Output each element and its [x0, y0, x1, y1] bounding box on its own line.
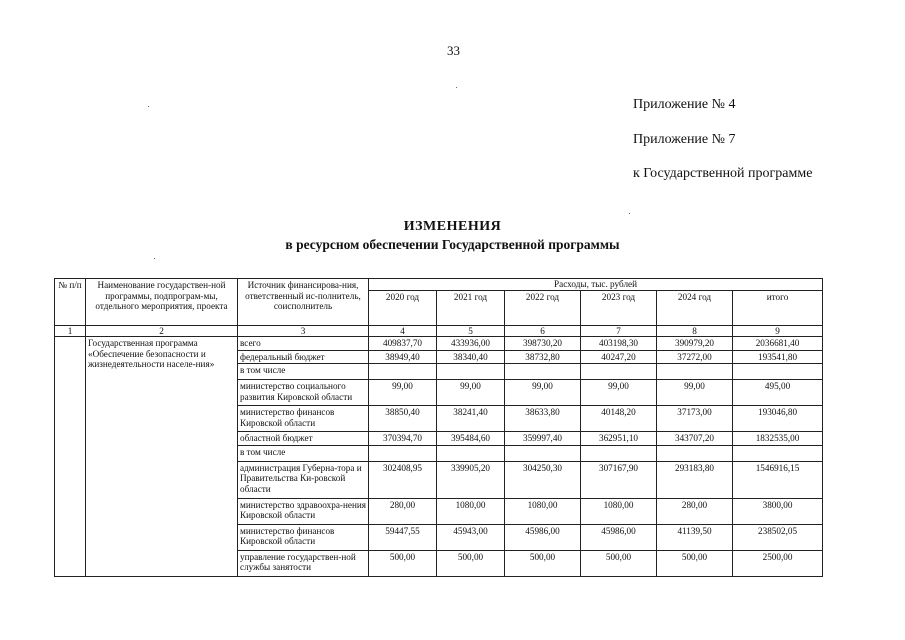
- value-cell: 370394,70: [369, 432, 437, 446]
- scan-speck: [629, 213, 630, 214]
- value-cell: 500,00: [581, 550, 657, 576]
- header-year: 2023 год: [581, 290, 657, 325]
- header-name: Наименование государствен-ной программы, подпрограм-мы, отдельного мероприятия, проекта: [86, 279, 238, 326]
- value-cell: 403198,30: [581, 337, 657, 351]
- value-cell: [505, 364, 581, 380]
- value-cell: 99,00: [581, 380, 657, 406]
- col-number: 6: [505, 325, 581, 337]
- col-number: 3: [238, 325, 369, 337]
- total-cell: 2500,00: [733, 550, 823, 576]
- source-cell: в том числе: [238, 445, 369, 461]
- header-row-1: [55, 279, 823, 291]
- value-cell: 99,00: [369, 380, 437, 406]
- col-number: 1: [55, 325, 86, 337]
- value-cell: 1080,00: [437, 498, 505, 524]
- value-cell: 45943,00: [437, 524, 505, 550]
- source-cell: федеральный бюджет: [238, 350, 369, 364]
- value-cell: 398730,20: [505, 337, 581, 351]
- appendix-line-3: к Государственной программе: [633, 166, 813, 181]
- appendix-line-1: Приложение № 4: [633, 97, 736, 112]
- value-cell: 37173,00: [657, 406, 733, 432]
- value-cell: [505, 445, 581, 461]
- col-number: 5: [437, 325, 505, 337]
- value-cell: 280,00: [657, 498, 733, 524]
- value-cell: 433936,00: [437, 337, 505, 351]
- value-cell: [581, 364, 657, 380]
- scan-speck: [456, 87, 457, 88]
- total-cell: [733, 445, 823, 461]
- row-number-cell: [55, 337, 86, 577]
- page-number: 33: [447, 43, 460, 58]
- resource-table: [54, 278, 823, 577]
- total-cell: 3800,00: [733, 498, 823, 524]
- value-cell: 37272,00: [657, 350, 733, 364]
- value-cell: 304250,30: [505, 461, 581, 498]
- total-cell: 1546916,15: [733, 461, 823, 498]
- value-cell: 99,00: [505, 380, 581, 406]
- value-cell: 500,00: [505, 550, 581, 576]
- value-cell: 280,00: [369, 498, 437, 524]
- value-cell: 293183,80: [657, 461, 733, 498]
- table-row: [55, 337, 823, 351]
- value-cell: 339905,20: [437, 461, 505, 498]
- col-number: 9: [733, 325, 823, 337]
- value-cell: [369, 364, 437, 380]
- total-cell: 193046,80: [733, 406, 823, 432]
- value-cell: 45986,00: [505, 524, 581, 550]
- source-cell: министерство финансов Кировской области: [238, 524, 369, 550]
- source-cell: областной бюджет: [238, 432, 369, 446]
- value-cell: 307167,90: [581, 461, 657, 498]
- scan-speck: [148, 106, 149, 107]
- value-cell: 395484,60: [437, 432, 505, 446]
- document-subtitle: в ресурсном обеспечении Государственной программы: [285, 237, 620, 252]
- source-cell: в том числе: [238, 364, 369, 380]
- value-cell: 359997,40: [505, 432, 581, 446]
- col-number: 7: [581, 325, 657, 337]
- value-cell: [437, 364, 505, 380]
- scan-speck: [154, 258, 155, 259]
- document-title: ИЗМЕНЕНИЯ: [403, 219, 502, 234]
- col-number: 4: [369, 325, 437, 337]
- value-cell: 500,00: [657, 550, 733, 576]
- value-cell: 38340,40: [437, 350, 505, 364]
- total-cell: 193541,80: [733, 350, 823, 364]
- source-cell: администрация Губерна-тора и Правительства Ки-ровской области: [238, 461, 369, 498]
- total-cell: 238502,05: [733, 524, 823, 550]
- value-cell: 390979,20: [657, 337, 733, 351]
- header-year: 2020 год: [369, 290, 437, 325]
- program-name: Государственная программа «Обеспечение безопасности и жизнедеятельности населе-ния»: [86, 337, 238, 577]
- value-cell: 99,00: [657, 380, 733, 406]
- source-cell: министерство здравоохра-нения Кировской области: [238, 498, 369, 524]
- value-cell: 38850,40: [369, 406, 437, 432]
- header-year: 2022 год: [505, 290, 581, 325]
- value-cell: 1080,00: [581, 498, 657, 524]
- value-cell: 1080,00: [505, 498, 581, 524]
- source-cell: министерство социального развития Кировской области: [238, 380, 369, 406]
- value-cell: 99,00: [437, 380, 505, 406]
- header-year: 2021 год: [437, 290, 505, 325]
- value-cell: 59447,55: [369, 524, 437, 550]
- source-cell: управление государствен-ной службы занятости: [238, 550, 369, 576]
- value-cell: 302408,95: [369, 461, 437, 498]
- value-cell: 45986,00: [581, 524, 657, 550]
- value-cell: 500,00: [369, 550, 437, 576]
- value-cell: [437, 445, 505, 461]
- col-number: 8: [657, 325, 733, 337]
- total-cell: 2036681,40: [733, 337, 823, 351]
- value-cell: [657, 364, 733, 380]
- column-number-row: [55, 325, 823, 337]
- header-expenses: Расходы, тыс. рублей: [369, 279, 823, 291]
- appendix-line-2: Приложение № 7: [633, 132, 736, 147]
- source-cell: министерство финансов Кировской области: [238, 406, 369, 432]
- value-cell: 38949,40: [369, 350, 437, 364]
- value-cell: 40148,20: [581, 406, 657, 432]
- col-number: 2: [86, 325, 238, 337]
- value-cell: 38633,80: [505, 406, 581, 432]
- total-cell: 495,00: [733, 380, 823, 406]
- value-cell: 500,00: [437, 550, 505, 576]
- value-cell: 343707,20: [657, 432, 733, 446]
- header-year: 2024 год: [657, 290, 733, 325]
- value-cell: [581, 445, 657, 461]
- value-cell: 362951,10: [581, 432, 657, 446]
- value-cell: 38732,80: [505, 350, 581, 364]
- value-cell: [369, 445, 437, 461]
- header-total: итого: [733, 290, 823, 325]
- value-cell: [657, 445, 733, 461]
- value-cell: 41139,50: [657, 524, 733, 550]
- header-num: № п/п: [55, 279, 86, 326]
- total-cell: [733, 364, 823, 380]
- header-source: Источник финансирова-ния, ответственный ис-полнитель, соисполнитель: [238, 279, 369, 326]
- total-cell: 1832535,00: [733, 432, 823, 446]
- source-cell: всего: [238, 337, 369, 351]
- value-cell: 38241,40: [437, 406, 505, 432]
- value-cell: 409837,70: [369, 337, 437, 351]
- value-cell: 40247,20: [581, 350, 657, 364]
